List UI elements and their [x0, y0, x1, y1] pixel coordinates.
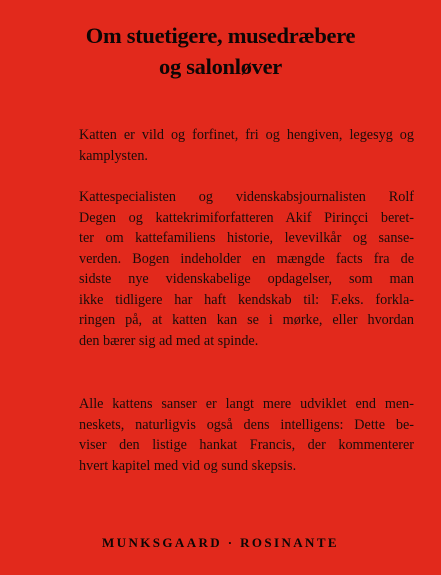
paragraph-line: den bærer sig ad med at spinde. — [79, 332, 259, 349]
paragraph-line: Katten er vild og forfinet, fri og hengiven, legesyg og — [79, 127, 414, 143]
paragraph-line: ikke tidligere har haft kendskab til: F.eks. forkla- — [79, 291, 414, 308]
blurb-paragraph-senses — [79, 394, 414, 476]
paragraph-line: kamplysten. — [79, 147, 148, 164]
paragraph-line: verden. Bogen indeholder en mængde facts fra de — [79, 250, 414, 267]
blurb-paragraph-authors — [79, 187, 414, 351]
paragraph-line: Kattespecialisten og videnskabsjournalisten Rolf — [79, 189, 414, 205]
title-line: Om stuetigere, musedræbere — [85, 23, 356, 48]
paragraph-line: ter om kattefamiliens historie, levevilkår og sanse- — [79, 230, 414, 246]
paragraph-line: sidste nye videnskabelige opdagelser, som man — [79, 271, 414, 287]
paragraph-line: viser den listige hankat Francis, der kommenterer — [79, 437, 414, 453]
paragraph-line: ringen på, at katten kan se i mørke, eller hvordan — [79, 312, 414, 328]
cover-title — [0, 20, 441, 82]
title-line: og salonløver — [159, 54, 282, 79]
blurb-paragraph-intro — [79, 125, 414, 166]
paragraph-line: hvert kapitel med vid og sund skepsis. — [79, 457, 297, 474]
paragraph-line: neskets, naturligvis også dens intelligens: Dette be- — [79, 416, 414, 433]
paragraph-line: Degen og kattekrimiforfatteren Akif Pirinçci beret- — [79, 209, 414, 226]
paragraph-line: Alle kattens sanser er langt mere udviklet end men- — [79, 396, 414, 412]
publisher-imprint: MUNKSGAARD · ROSINANTE — [102, 535, 339, 550]
